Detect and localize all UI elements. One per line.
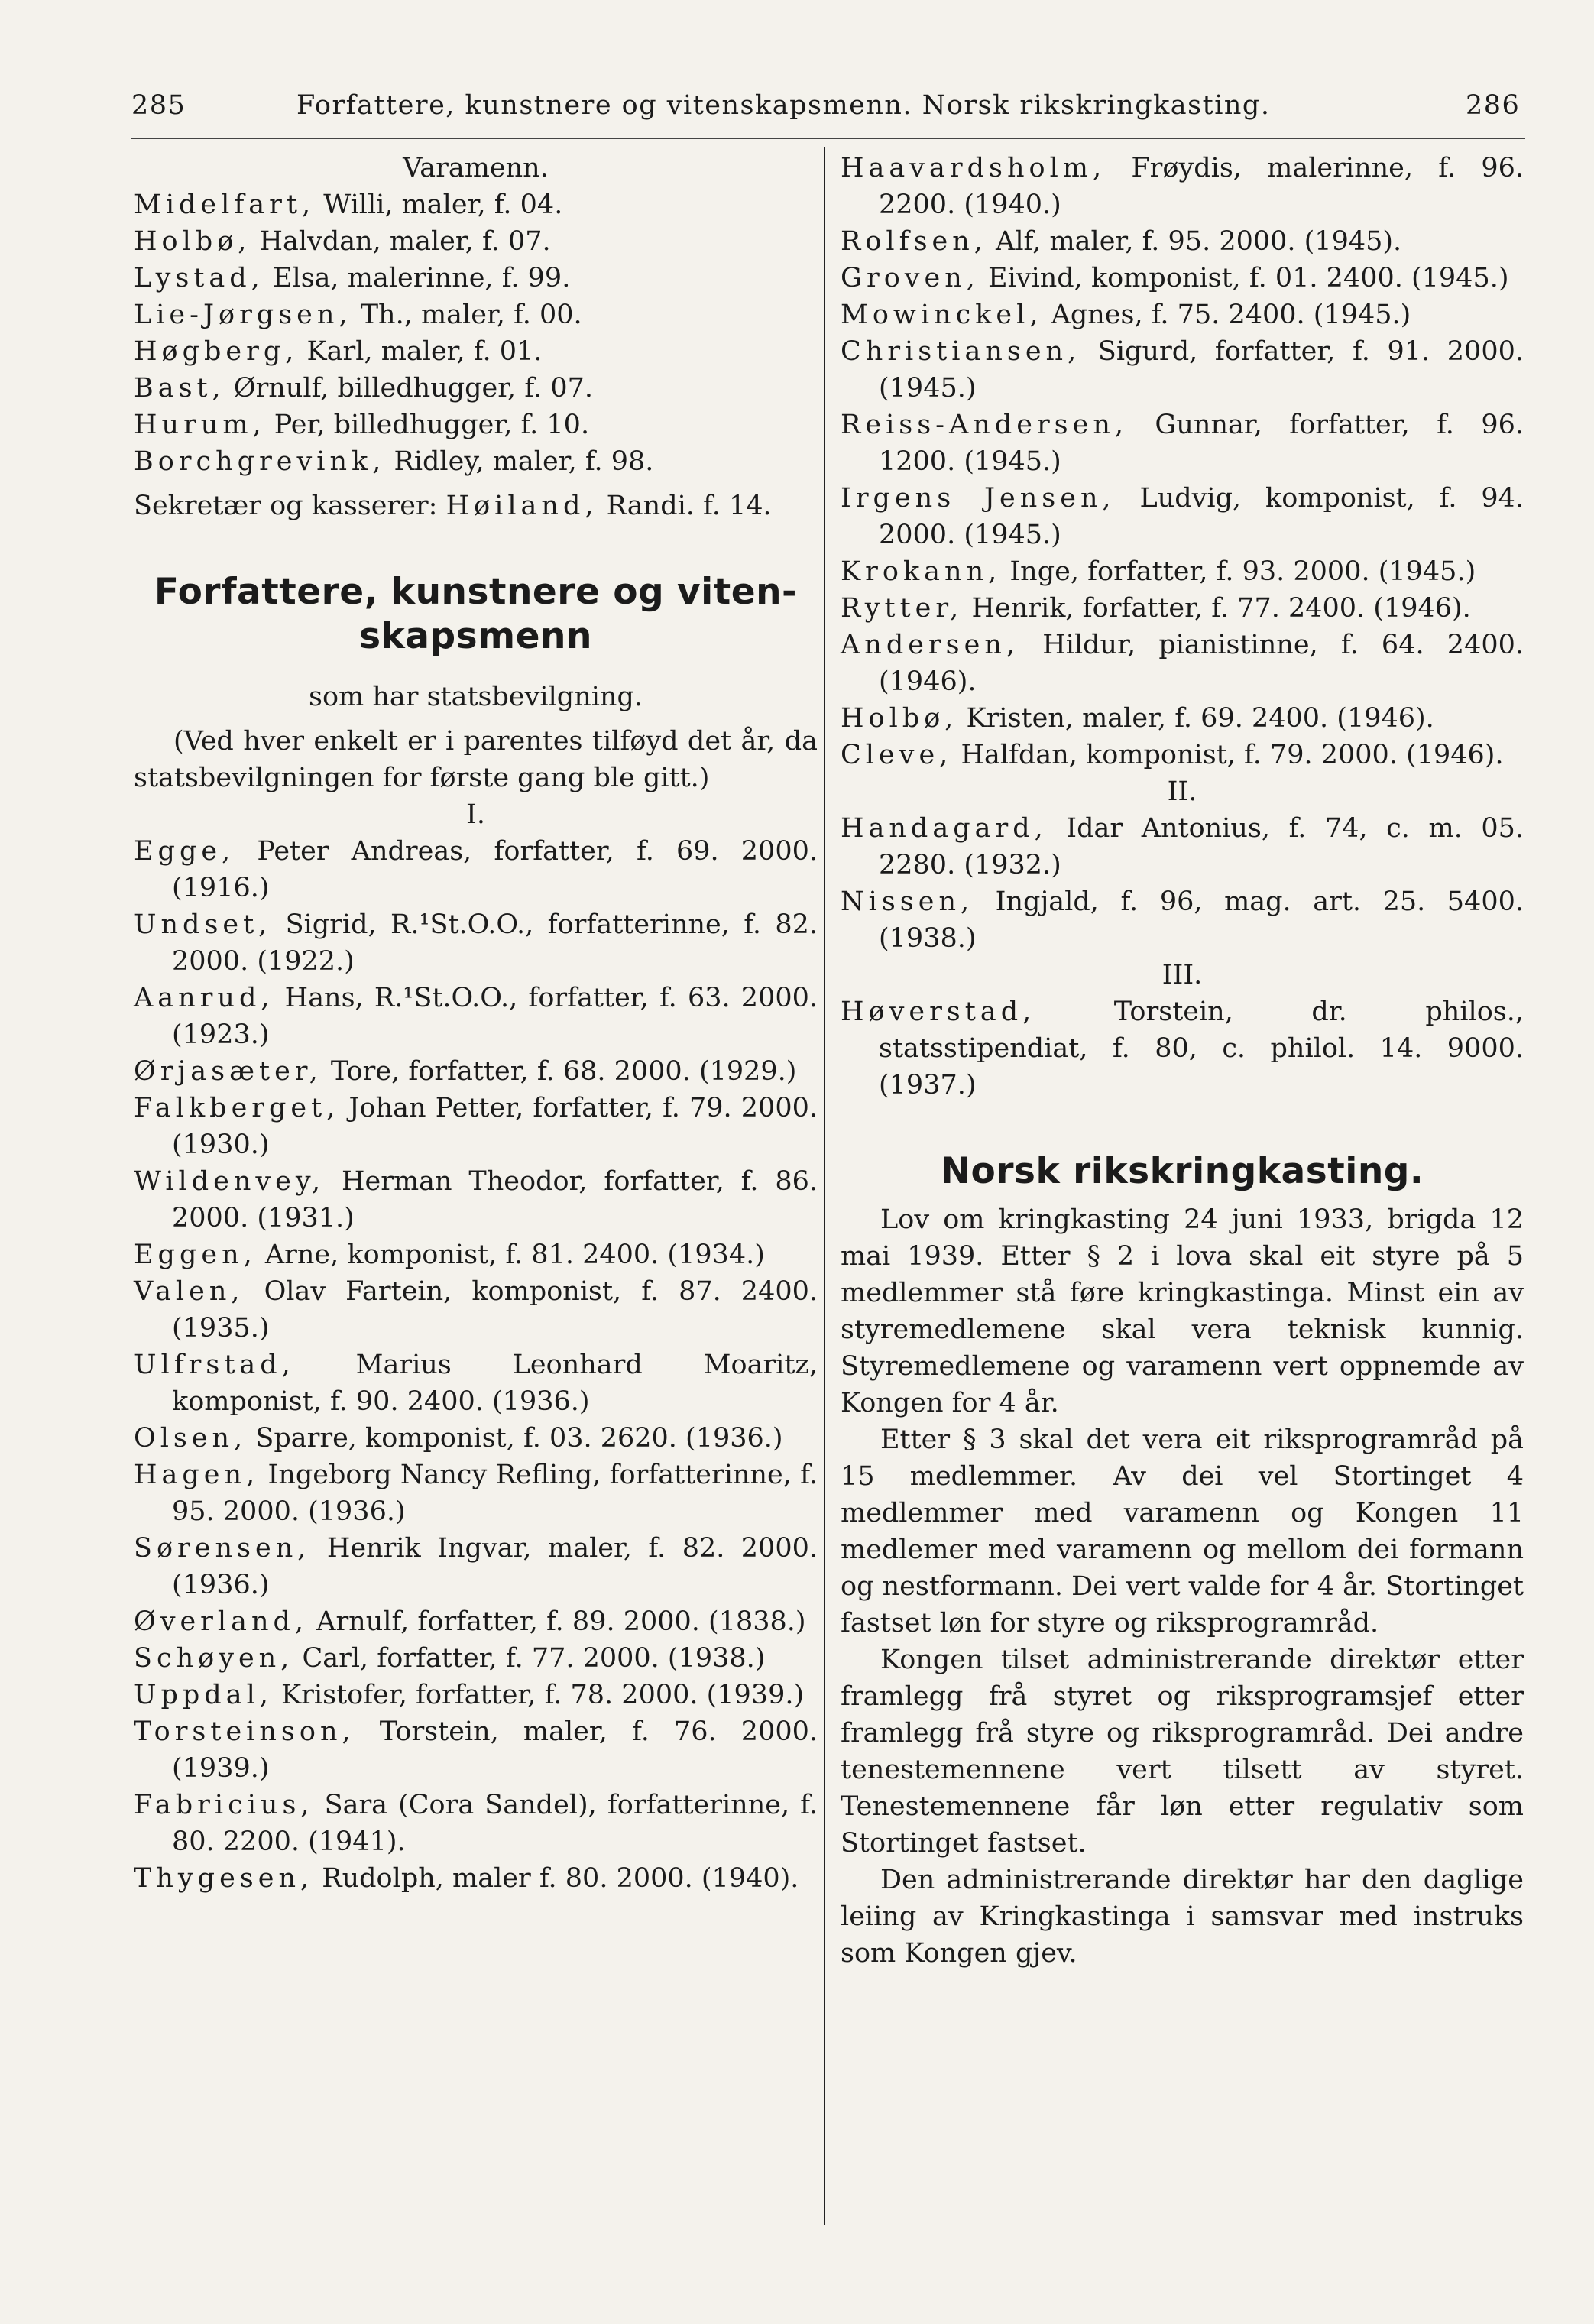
entry-name: Nissen, (841, 886, 974, 917)
grant-entry (134, 833, 818, 906)
entry-name: Valen, (134, 1276, 245, 1307)
entry-name: Aanrud, (134, 983, 274, 1013)
grant-entry (841, 223, 1524, 260)
entry-name: Handagard, (841, 813, 1048, 844)
entry-name: Sørensen, (134, 1533, 311, 1564)
running-title: Forfattere, kunstnere og vitenskapsmenn. Norsk rikskringkasting. (296, 90, 1271, 121)
secretary-name: Høiland, (445, 491, 598, 521)
entry-name: Eggen, (134, 1240, 257, 1270)
entry-name: Mowinckel, (841, 300, 1043, 330)
entry-name: Thygesen, (134, 1863, 314, 1894)
section-heading: Forfattere, kunstnere og viten-skapsmenn (154, 571, 798, 657)
entry-details: Peter Andreas, forfatter, f. 69. 2000. (1916.) (172, 836, 818, 903)
grant-entry (134, 1347, 818, 1420)
entry-name: Wildenvey, (134, 1166, 326, 1197)
secretary-rest: Randi. f. 14. (598, 491, 772, 521)
entry-details: Elsa, malerinne, f. 99. (264, 263, 571, 293)
grant-entry (134, 1273, 818, 1347)
entry-details: Gunnar, forfatter, f. 96. 1200. (1945.) (879, 410, 1524, 477)
section-note: (Ved hver enkelt er i parentes tilføyd det år, da statsbevilgningen for første gang ble gitt.) (134, 726, 818, 793)
entry-details: Hildur, pianistinne, f. 64. 2400. (1946). (879, 630, 1524, 697)
entry-details: Ridley, maler, f. 98. (385, 446, 654, 477)
grant-entry (134, 1677, 818, 1713)
entry-details: Idar Antonius, f. 74, c. m. 05. 2280. (1932.) (879, 813, 1524, 880)
entry-details: Arnulf, forfatter, f. 89. 2000. (1838.) (308, 1606, 806, 1637)
entry-name: Egge, (134, 836, 235, 867)
group-I-list (134, 833, 818, 1897)
grant-entry (134, 1053, 818, 1090)
entry-name: Rytter, (841, 593, 964, 624)
entry-name: Schøyen, (134, 1643, 294, 1674)
group-III-list (841, 993, 1524, 1104)
entry-name: Groven, (841, 263, 980, 293)
grant-entry (841, 480, 1524, 553)
entry-name: Krokann, (841, 556, 1002, 587)
grant-entry (841, 993, 1524, 1104)
varamann-entry (134, 297, 818, 333)
entry-name: Ulfrstad, (134, 1350, 295, 1380)
nrk-paragraph: Etter § 3 skal det vera eit riksprogramråd på 15 medlemmer. Av dei vel Stortinget 4 medlemmer med varamenn og Kongen 11 medlemer med varamenn og mellom dei formann og nestformann. Dei vert valde for 4 år. Stortinget fastset løn for styre og riksprogramråd. (841, 1425, 1524, 1638)
varamann-entry (134, 370, 818, 407)
grant-entry (841, 407, 1524, 480)
varamann-entry (134, 443, 818, 480)
entry-details: Ingeborg Nancy Refling, forfatterinne, f. 95. 2000. (1936.) (172, 1460, 818, 1527)
entry-name: Lie-Jørgsen, (134, 300, 352, 330)
entry-details: Per, billedhugger, f. 10. (265, 410, 590, 440)
grant-entry (134, 1090, 818, 1163)
grant-entry (134, 1860, 818, 1897)
entry-name: Lystad, (134, 263, 264, 293)
grant-entry (134, 1163, 818, 1237)
entry-details: Willi, maler, f. 04. (315, 190, 563, 220)
entry-details: Herman Theodor, forfatter, f. 86. 2000. (1931.) (172, 1166, 818, 1233)
grant-entry (134, 1420, 818, 1457)
nrk-paragraph: Den administrerande direktør har den daglige leiing av Kringkastinga i samsvar med instruks som Kongen gjev. (841, 1865, 1524, 1969)
grant-entry (841, 883, 1524, 957)
varamann-entry (134, 333, 818, 370)
entry-details: Eivind, komponist, f. 01. 2400. (1945.) (979, 263, 1509, 293)
grant-entry (134, 1640, 818, 1677)
entry-name: Christiansen, (841, 336, 1081, 367)
varamenn-list (134, 186, 818, 480)
entry-details: Rudolph, maler f. 80. 2000. (1940). (313, 1863, 799, 1894)
grant-entry (134, 1530, 818, 1603)
entry-name: Hagen, (134, 1460, 260, 1490)
entry-details: Sara (Cora Sandel), forfatterinne, f. 80. 2200. (1941). (172, 1790, 818, 1857)
entry-name: Øverland, (134, 1606, 309, 1637)
entry-details: Halfdan, komponist, f. 79. 2000. (1946). (952, 740, 1504, 770)
group-II-label: II. (1167, 776, 1197, 807)
grant-entry (841, 297, 1524, 333)
entry-details: Halvdan, maler, f. 07. (251, 226, 551, 257)
column-divider (824, 147, 825, 2225)
entry-name: Haavardsholm, (841, 153, 1106, 183)
grant-entry (841, 737, 1524, 773)
entry-details: Ørnulf, billedhugger, f. 07. (225, 373, 593, 404)
header-rule (131, 138, 1525, 139)
grant-entry (134, 980, 818, 1053)
entry-name: Fabricius, (134, 1790, 314, 1820)
group-II-list (841, 810, 1524, 957)
entry-name: Ørjasæter, (134, 1056, 322, 1087)
grant-entry (134, 1787, 818, 1860)
entry-name: Høverstad, (841, 997, 1036, 1027)
entry-details: Inge, forfatter, f. 93. 2000. (1945.) (1001, 556, 1476, 587)
entry-details: Alf, maler, f. 95. 2000. (1945). (987, 226, 1402, 257)
entry-name: Reiss-Andersen, (841, 410, 1129, 440)
entry-details: Ludvig, komponist, f. 94. 2000. (1945.) (879, 483, 1524, 550)
entry-details: Arne, komponist, f. 81. 2400. (1934.) (256, 1240, 765, 1270)
grant-entry (841, 260, 1524, 297)
group-I-label: I. (466, 799, 485, 830)
entry-details: Sparre, komponist, f. 03. 2620. (1936.) (247, 1423, 783, 1454)
grant-entry (841, 627, 1524, 700)
nrk-paragraph: Lov om kringkasting 24 juni 1933, brigda 12 mai 1939. Etter § 2 i lova skal eit styre på 5 medlemmer stå føre kringkastinga. Minst ein av styremedlemene skal vera teknisk kunnig. Styremedlemene og varamenn vert oppnemde av Kongen for 4 år. (841, 1204, 1524, 1418)
grant-entry (134, 1713, 818, 1787)
nrk-paragraph: Kongen tilset administrerande direktør etter framlegg frå styret og riksprogramsjef etter framlegg frå styre og riksprogramråd. Dei andre tenestemennene vert tilsett av styret. Tenestemennene får løn etter regulativ som Stortinget fastset. (841, 1645, 1524, 1859)
entry-details: Th., maler, f. 00. (352, 300, 582, 330)
entry-details: Karl, maler, f. 01. (298, 336, 543, 367)
entry-details: Torstein, dr. philos., statsstipendiat, f. 80, c. philol. 14. 9000. (1937.) (879, 997, 1524, 1100)
entry-name: Rolfsen, (841, 226, 987, 257)
varamann-entry (134, 223, 818, 260)
varamann-entry (134, 260, 818, 297)
entry-details: Kristen, maler, f. 69. 2400. (1946). (957, 703, 1434, 734)
entry-details: Frøydis, malerinne, f. 96. 2200. (1940.) (879, 153, 1524, 220)
entry-name: Undset, (134, 909, 272, 940)
page-number-left: 285 (131, 90, 186, 121)
entry-name: Hurum, (134, 410, 266, 440)
entry-name: Uppdal, (134, 1680, 273, 1710)
grant-entry (134, 906, 818, 980)
entry-name: Borchgrevink, (134, 446, 386, 477)
entry-name: Irgens Jensen, (841, 483, 1116, 514)
entry-name: Midelfart, (134, 190, 316, 220)
entry-details: Ingjald, f. 96, mag. art. 25. 5400. (1938.) (879, 886, 1524, 954)
grant-entry (134, 1237, 818, 1273)
grant-entry (841, 333, 1524, 407)
entry-name: Olsen, (134, 1423, 248, 1454)
page-number-right: 286 (1466, 90, 1521, 121)
entry-name: Holbø, (841, 703, 958, 734)
entry-details: Johan Petter, forfatter, f. 79. 2000. (1930.) (172, 1093, 818, 1160)
entry-details: Marius Leonhard Moaritz, komponist, f. 90. 2400. (1936.) (172, 1350, 818, 1417)
left-column (134, 150, 818, 1897)
entry-details: Torstein, maler, f. 76. 2000. (1939.) (172, 1716, 818, 1784)
entry-details: Olav Fartein, komponist, f. 87. 2400. (1935.) (172, 1276, 818, 1344)
entry-name: Andersen, (841, 630, 1020, 660)
grant-entry (841, 590, 1524, 627)
varamenn-title: Varamenn. (403, 153, 549, 183)
entry-details: Kristofer, forfatter, f. 78. 2000. (1939.) (272, 1680, 805, 1710)
secretary-entry (134, 488, 818, 524)
entry-details: Henrik Ingvar, maler, f. 82. 2000. (1936.) (172, 1533, 818, 1600)
entry-name: Falkberget, (134, 1093, 340, 1123)
grant-entry (134, 1457, 818, 1530)
nrk-heading: Norsk rikskringkasting. (940, 1150, 1424, 1192)
grant-entry (134, 1603, 818, 1640)
entry-details: Agnes, f. 75. 2400. (1945.) (1042, 300, 1411, 330)
group-III-label: III. (1161, 960, 1203, 990)
entry-name: Høgberg, (134, 336, 299, 367)
nrk-paragraphs (841, 1201, 1524, 1972)
entry-details: Tore, forfatter, f. 68. 2000. (1929.) (322, 1056, 797, 1087)
entry-name: Holbø, (134, 226, 251, 257)
grant-entry (841, 553, 1524, 590)
entry-name: Torsteinson, (134, 1716, 355, 1747)
entry-name: Bast, (134, 373, 225, 404)
entry-details: Sigrid, R.¹St.O.O., forfatterinne, f. 82. 2000. (1922.) (172, 909, 818, 977)
entry-details: Sigurd, forfatter, f. 91. 2000. (1945.) (879, 336, 1524, 404)
grant-entry (841, 150, 1524, 223)
right-column (841, 150, 1524, 1972)
entry-details: Henrik, forfatter, f. 77. 2400. (1946). (963, 593, 1471, 624)
group-I-continued-list (841, 150, 1524, 773)
grant-entry (841, 810, 1524, 883)
entry-name: Cleve, (841, 740, 953, 770)
entry-details: Carl, forfatter, f. 77. 2000. (1938.) (293, 1643, 766, 1674)
entry-details: Hans, R.¹St.O.O., forfatter, f. 63. 2000. (1923.) (172, 983, 818, 1050)
section-subtitle: som har statsbevilgning. (308, 682, 643, 712)
secretary-label: Sekretær og kasserer: (134, 491, 446, 521)
grant-entry (841, 700, 1524, 737)
varamann-entry (134, 407, 818, 443)
varamann-entry (134, 186, 818, 223)
